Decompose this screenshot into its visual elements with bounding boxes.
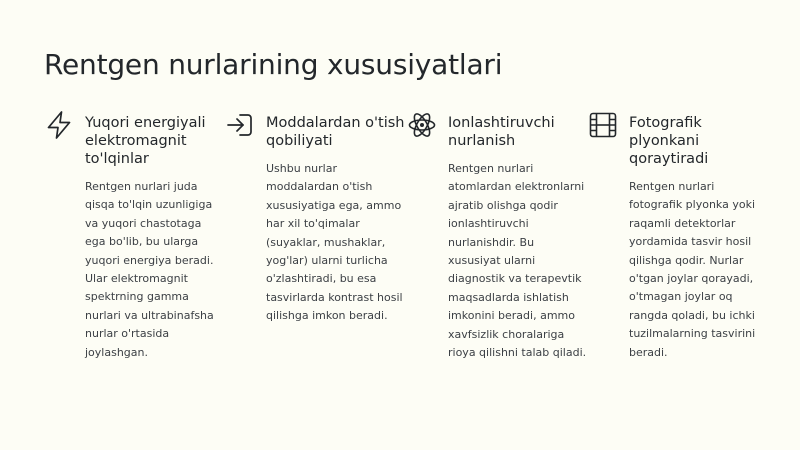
arrow-into-box-icon [225,110,255,140]
feature-description: Rentgen nurlari juda qisqa to'lqin uzunligiga va yuqori chastotaga ega bo'lib, bu ularga yuqori energiya beradi. Ular elektromagnit spektrning gamma nurlari va ultrabinafsha nurlar o'rtasida joylashgan. [85,180,214,359]
feature-description: Ushbu nurlar moddalardan o'tish xususiyatiga ega, ammo har xil to'qimalar (suyaklar, mushaklar, yog'lar) ularni turlicha o'zlashtiradi, bu esa tasvirlarda kontrast hosil qilishga imkon beradi. [266,162,403,323]
feature-heading: Moddalardan o'tish qobiliyati [266,115,405,149]
feature-heading: Ionlashtiruvchi nurlanish [448,115,555,149]
slide-title: Rentgen nurlarining xususiyatlari [44,48,503,81]
feature-heading: Fotografik plyonkani qoraytiradi [629,115,709,167]
feature-description: Rentgen nurlari atomlardan elektronlarni ajratib olishga qodir ionlashtiruvchi nurlanishdir. Bu xususiyat ularni diagnostik va terapevtik maqsadlarda ishlatish imkonini beradi, ammo xavfsizlik choralariga rioya qilishni talab qiladi. [448,162,587,360]
feature-heading: Yuqori energiyali elektromagnit to'lqinlar [85,115,206,167]
film-strip-icon [588,110,618,140]
atom-icon [407,110,437,140]
feature-description: Rentgen nurlari fotografik plyonka yoki raqamli detektorlar yordamida tasvir hosil qilishga qodir. Nurlar o'tgan joylar qorayadi, o'tmagan joylar oq rangda qoladi, bu ichki tuzilmalarning tasvirini beradi. [629,180,756,359]
lightning-bolt-icon [44,110,74,140]
